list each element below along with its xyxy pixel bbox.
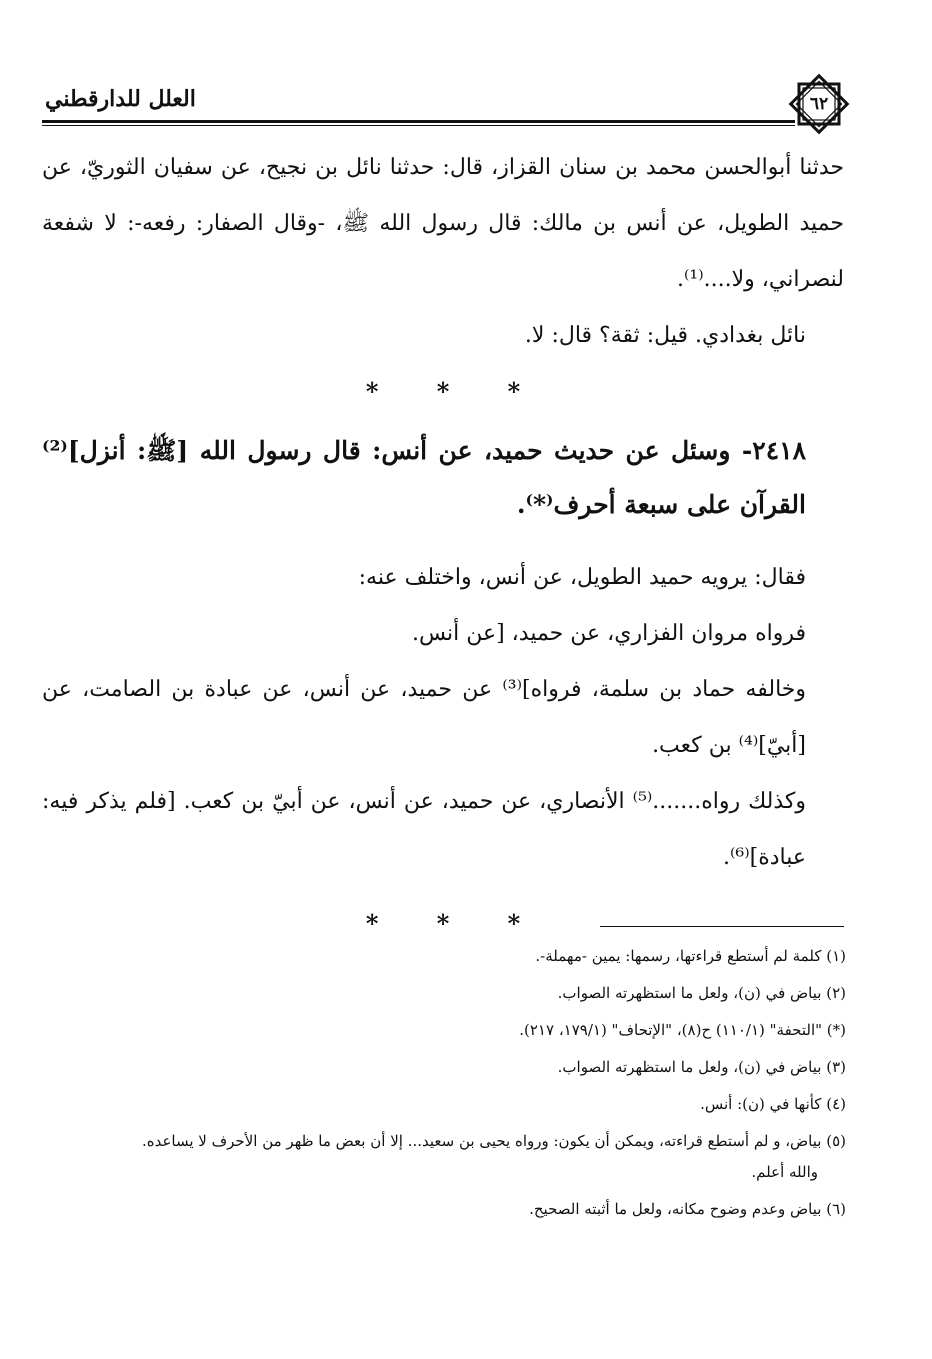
footnote-star: (*) "التحفة" (١١٠/١) ح(٨)، "الإتحاف" (١٧٩/١، ٢١٧). — [519, 1021, 846, 1039]
header-rule — [42, 120, 795, 126]
book-title: العلل للدارقطني — [45, 86, 196, 112]
page-number: ٦٢ — [809, 94, 829, 114]
footnote-5: (٥) بياض، و لم أستطع قراءته، ويمكن أن يكون: ورواه يحيى بن سعيد... إلا أن بعض ما ظهر من الأحرف لا يساعده. — [141, 1132, 846, 1150]
entry-heading: ٢٤١٨- وسئل عن حديث حميد، عن أنس: قال رسول الله [ﷺ: أنزل]⁽²⁾ القرآن على سبعة أحرف⁽*⁾. — [42, 436, 806, 519]
footnote-rule — [600, 926, 844, 927]
section-separator: * * * — [365, 909, 521, 938]
section-separator: * * * — [365, 377, 521, 406]
paragraph-hammad: وخالفه حماد بن سلمة، فرواه]⁽³⁾ عن حميد، عن أنس، عن عبادة بن الصامت، عن [أبيّ]⁽⁴⁾ بن كعب. — [42, 677, 806, 758]
paragraph-answer: فقال: يرويه حميد الطويل، عن أنس، واختلف عنه: — [358, 565, 806, 590]
footnote-2: (٢) بياض في (ن)، ولعل ما استظهرته الصواب. — [557, 984, 846, 1002]
paragraph-isnad: حدثنا أبوالحسن محمد بن سنان القزاز، قال: حدثنا نائل بن نجيح، عن سفيان الثوريّ، عن حميد الطويل، عن أنس بن مالك: قال رسول الله ﷺ، -وقال الصفار: رفعه-: لا شفعة لنصراني، ولا....⁽¹⁾. — [42, 155, 844, 292]
page-number-badge — [787, 72, 851, 136]
footnote-6: (٦) بياض وعدم وضوح مكانه، ولعل ما أثبته الصحيح. — [529, 1200, 846, 1218]
footnote-1: (١) كلمة لم أستطع قراءتها، رسمها: يمين -مهملة-. — [535, 947, 846, 965]
footnote-3: (٣) بياض في (ن)، ولعل ما استظهرته الصواب. — [557, 1058, 846, 1076]
main-text — [42, 140, 844, 952]
footnotes — [42, 938, 846, 1228]
footnote-5-continued: والله أعلم. — [751, 1163, 818, 1181]
paragraph-marwan: فرواه مروان الفزاري، عن حميد، [عن أنس. — [411, 621, 806, 646]
footnote-4: (٤) كأنها في (ن): أنس. — [700, 1095, 846, 1113]
paragraph-ansari: وكذلك رواه.......⁽⁵⁾ الأنصاري، عن حميد، عن أنس، عن أبيّ بن كعب. [فلم يذكر فيه: عبادة]⁽⁶⁾. — [42, 789, 806, 870]
paragraph-narrator-note: نائل بغدادي. قيل: ثقة؟ قال: لا. — [524, 323, 806, 348]
